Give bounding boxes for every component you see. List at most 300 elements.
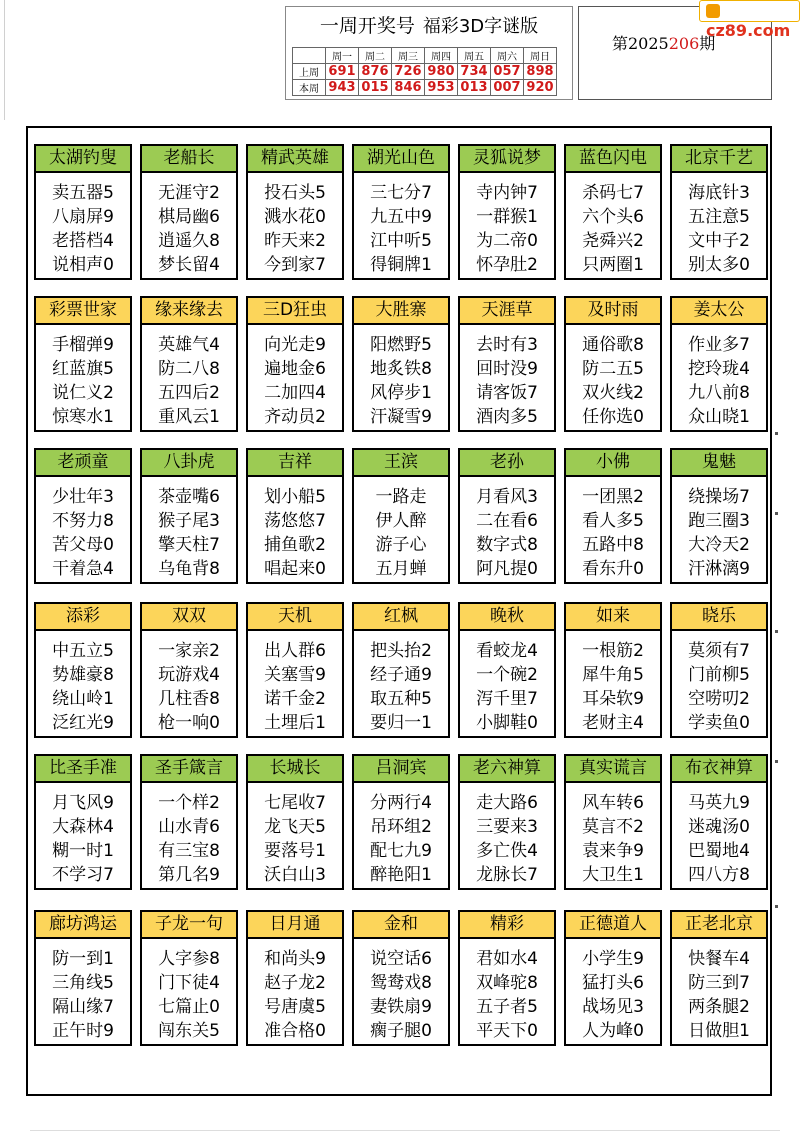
riddle-card-title: 长城长: [248, 756, 342, 783]
draw-number: 015: [359, 80, 392, 96]
riddle-line: 五注意5: [688, 207, 750, 227]
riddle-card: [670, 602, 768, 738]
riddle-card: [34, 448, 132, 584]
riddle-card: [246, 910, 344, 1046]
riddle-line: 唱起来0: [264, 559, 326, 579]
riddle-line: 请客饭7: [476, 383, 538, 403]
riddle-line: 日做胆1: [688, 1021, 750, 1041]
riddle-line: 要落号1: [264, 841, 326, 861]
riddle-line: 七尾收7: [264, 793, 326, 813]
riddle-line: 得铜牌1: [370, 255, 432, 275]
riddle-line: 英雄气4: [158, 335, 220, 355]
subtitle-text: 福彩3D字谜版: [422, 16, 539, 37]
site-logo[interactable]: [699, 0, 800, 40]
riddle-line: 耳朵软9: [582, 689, 644, 709]
riddle-card-title: 红枫: [354, 604, 448, 631]
riddle-lines: [672, 333, 766, 429]
riddle-card: [458, 602, 556, 738]
riddle-card-title: 天机: [248, 604, 342, 631]
riddle-lines: [142, 181, 236, 277]
logo-icon: [706, 4, 720, 18]
draw-number: 953: [425, 80, 458, 96]
draw-number: 943: [326, 80, 359, 96]
riddle-line: 地炙铁8: [370, 359, 432, 379]
riddle-card: [34, 754, 132, 890]
riddle-line: 泻千里7: [476, 689, 538, 709]
riddle-line: 门下徒4: [158, 973, 220, 993]
riddle-line: 号唐虞5: [264, 997, 326, 1017]
riddle-lines: [672, 181, 766, 277]
riddle-line: 人字参8: [158, 949, 220, 969]
riddle-line: 准合格0: [264, 1021, 326, 1041]
riddle-line: 说仁义2: [52, 383, 114, 403]
riddle-line: 大森林4: [52, 817, 114, 837]
draw-table: [292, 47, 557, 96]
riddle-line: 配七九9: [370, 841, 432, 861]
riddle-line: 防二五5: [582, 359, 644, 379]
riddle-card-title: 吉祥: [248, 450, 342, 477]
title-text: 一周开奖号: [319, 15, 415, 37]
riddle-line: 捕鱼歌2: [264, 535, 326, 555]
last-week-row: [293, 64, 557, 80]
riddle-line: 战场见3: [582, 997, 644, 1017]
riddle-line: 猴子尾3: [158, 511, 220, 531]
riddle-card-title: 缘来缘去: [142, 298, 236, 325]
riddle-line: 回时没9: [476, 359, 538, 379]
riddle-line: 跑三圈3: [688, 511, 750, 531]
riddle-line: 说相声0: [52, 255, 114, 275]
riddle-card-title: 晚秋: [460, 604, 554, 631]
draw-number: 876: [359, 64, 392, 80]
riddle-lines: [142, 485, 236, 581]
riddle-card-title: 添彩: [36, 604, 130, 631]
riddle-card-title: 彩票世家: [36, 298, 130, 325]
issue-highlight: 206: [668, 34, 700, 53]
riddle-card: [564, 448, 662, 584]
riddle-line: 三七分7: [370, 183, 432, 203]
riddle-card: [352, 448, 450, 584]
riddle-card: [352, 144, 450, 280]
riddle-line: 玩游戏4: [158, 665, 220, 685]
riddle-line: 取五种5: [370, 689, 432, 709]
riddle-card: [140, 602, 238, 738]
riddle-line: 不学习7: [52, 865, 114, 885]
riddle-line: 只两圈1: [582, 255, 644, 275]
day-label: 周日: [524, 48, 557, 64]
riddle-line: 关塞雪9: [264, 665, 326, 685]
riddle-line: 不努力8: [52, 511, 114, 531]
riddle-line: 大卫生1: [582, 865, 644, 885]
riddle-line: 马英九9: [688, 793, 750, 813]
riddle-line: 防三到7: [688, 973, 750, 993]
riddle-lines: [566, 791, 660, 887]
riddle-line: 苦父母0: [52, 535, 114, 555]
riddle-card-title: 老六神算: [460, 756, 554, 783]
riddle-line: 巴蜀地4: [688, 841, 750, 861]
day-header-row: [293, 48, 557, 64]
riddle-line: 阿凡提0: [476, 559, 538, 579]
riddle-line: 风停步1: [370, 383, 432, 403]
riddle-card: [246, 602, 344, 738]
riddle-line: 一家亲2: [158, 641, 220, 661]
riddle-line: 投石头5: [264, 183, 326, 203]
riddle-card-title: 比圣手准: [36, 756, 130, 783]
riddle-lines: [354, 485, 448, 581]
riddle-line: 二加四4: [264, 383, 326, 403]
riddle-line: 卖五器5: [52, 183, 114, 203]
riddle-line: 小脚鞋0: [476, 713, 538, 733]
riddle-line: 土埋后1: [264, 713, 326, 733]
riddle-card: [670, 754, 768, 890]
riddle-card-title: 正老北京: [672, 912, 766, 939]
riddle-line: 门前柳5: [688, 665, 750, 685]
riddle-card: [564, 296, 662, 432]
riddle-line: 九五中9: [370, 207, 432, 227]
riddle-lines: [354, 791, 448, 887]
riddle-line: 经子通9: [370, 665, 432, 685]
footer-line: [30, 1130, 780, 1131]
riddle-line: 数字式8: [476, 535, 538, 555]
riddle-line: 和尚头9: [264, 949, 326, 969]
riddle-card-title: 精彩: [460, 912, 554, 939]
riddle-line: 四八方8: [688, 865, 750, 885]
riddle-line: 昨天来2: [264, 231, 326, 251]
riddle-line: 三角线5: [52, 973, 114, 993]
riddle-line: 海底针3: [688, 183, 750, 203]
riddle-card: [34, 296, 132, 432]
issue-number: [612, 31, 715, 54]
riddle-line: 多亡佚4: [476, 841, 538, 861]
riddle-line: 走大路6: [476, 793, 538, 813]
riddle-lines: [460, 485, 554, 581]
riddle-card-title: 老顽童: [36, 450, 130, 477]
riddle-line: 大冷天2: [688, 535, 750, 555]
riddle-line: 七篇止0: [158, 997, 220, 1017]
day-label: 周二: [359, 48, 392, 64]
riddle-line: 瘸子腿0: [370, 1021, 432, 1041]
riddle-line: 看人多5: [582, 511, 644, 531]
riddle-line: 双火线2: [582, 383, 644, 403]
riddle-card-title: 双双: [142, 604, 236, 631]
riddle-card: [458, 754, 556, 890]
riddle-line: 五四后2: [158, 383, 220, 403]
riddle-lines: [566, 947, 660, 1043]
riddle-lines: [354, 639, 448, 735]
riddle-card: [246, 296, 344, 432]
riddle-line: 平天下0: [476, 1021, 538, 1041]
riddle-card-title: 王滨: [354, 450, 448, 477]
riddle-line: 一团黑2: [582, 487, 644, 507]
riddle-line: 莫言不2: [582, 817, 644, 837]
riddle-line: 绕山岭1: [52, 689, 114, 709]
riddle-line: 诺千金2: [264, 689, 326, 709]
riddle-lines: [354, 947, 448, 1043]
riddle-line: 茶壶嘴6: [158, 487, 220, 507]
riddle-line: 伊人醉: [375, 511, 427, 531]
riddle-line: 双峰驼8: [476, 973, 538, 993]
riddle-card: [670, 144, 768, 280]
riddle-lines: [566, 333, 660, 429]
riddle-line: 五路中8: [582, 535, 644, 555]
riddle-card-title: 正德道人: [566, 912, 660, 939]
riddle-line: 遍地金6: [264, 359, 326, 379]
riddle-card-title: 吕洞宾: [354, 756, 448, 783]
riddle-line: 犀牛角5: [582, 665, 644, 685]
riddle-lines: [142, 333, 236, 429]
riddle-line: 醉艳阳1: [370, 865, 432, 885]
riddle-line: 众山晓1: [688, 407, 750, 427]
riddle-line: 空唠叨2: [688, 689, 750, 709]
corner-cell: [293, 48, 326, 64]
riddle-lines: [248, 181, 342, 277]
riddle-card: [564, 602, 662, 738]
riddle-card: [352, 910, 450, 1046]
draw-number: 007: [491, 80, 524, 96]
draw-number: 057: [491, 64, 524, 80]
this-week-row: [293, 80, 557, 96]
riddle-card: [34, 144, 132, 280]
riddle-lines: [672, 947, 766, 1043]
riddle-line: 寺内钟7: [476, 183, 538, 203]
riddle-lines: [142, 791, 236, 887]
page-edge-line: [4, 0, 5, 120]
riddle-card-title: 大胜寨: [354, 298, 448, 325]
day-label: 周三: [392, 48, 425, 64]
riddle-card-title: 廊坊鸿运: [36, 912, 130, 939]
riddle-card-title: 金和: [354, 912, 448, 939]
riddle-line: 龙脉长7: [476, 865, 538, 885]
riddle-card: [564, 754, 662, 890]
riddle-line: 梦长留4: [158, 255, 220, 275]
riddle-card-title: 老孙: [460, 450, 554, 477]
riddle-line: 溅水花0: [264, 207, 326, 227]
riddle-line: 九八前8: [688, 383, 750, 403]
riddle-lines: [248, 639, 342, 735]
riddle-lines: [36, 639, 130, 735]
riddle-line: 月看风3: [476, 487, 538, 507]
riddle-card: [458, 910, 556, 1046]
riddle-card: [670, 296, 768, 432]
riddle-line: 逍遥久8: [158, 231, 220, 251]
riddle-line: 鸳鸯戏8: [370, 973, 432, 993]
riddle-lines: [672, 791, 766, 887]
riddle-lines: [566, 639, 660, 735]
riddle-card-title: 子龙一句: [142, 912, 236, 939]
riddle-card-title: 太湖钓叟: [36, 146, 130, 173]
riddle-card-title: 老船长: [142, 146, 236, 173]
riddle-card-title: 真实谎言: [566, 756, 660, 783]
riddle-line: 君如水4: [476, 949, 538, 969]
riddle-lines: [36, 485, 130, 581]
riddle-line: 一根筋2: [582, 641, 644, 661]
riddle-lines: [672, 639, 766, 735]
riddle-line: 擎天柱7: [158, 535, 220, 555]
riddle-line: 汗凝雪9: [370, 407, 432, 427]
riddle-line: 人为峰0: [582, 1021, 644, 1041]
riddle-card-title: 如来: [566, 604, 660, 631]
day-label: 周六: [491, 48, 524, 64]
row-label: 上周: [293, 64, 326, 80]
riddle-card: [670, 448, 768, 584]
day-label: 周五: [458, 48, 491, 64]
riddle-card-title: 天涯草: [460, 298, 554, 325]
riddle-line: 怀孕肚2: [476, 255, 538, 275]
draw-number: 691: [326, 64, 359, 80]
riddle-line: 荡悠悠7: [264, 511, 326, 531]
riddle-card: [246, 754, 344, 890]
riddle-lines: [460, 791, 554, 887]
riddle-card: [458, 144, 556, 280]
riddle-line: 老搭档4: [52, 231, 114, 251]
riddle-line: 尧舜兴2: [582, 231, 644, 251]
riddle-line: 吊环组2: [370, 817, 432, 837]
riddle-card-title: 精武英雄: [248, 146, 342, 173]
draw-number: 734: [458, 64, 491, 80]
riddle-card-title: 小佛: [566, 450, 660, 477]
riddle-line: 正午时9: [52, 1021, 114, 1041]
draw-number: 846: [392, 80, 425, 96]
margin-mark: [775, 760, 778, 763]
riddle-line: 作业多7: [688, 335, 750, 355]
riddle-line: 五子者5: [476, 997, 538, 1017]
riddle-line: 手榴弹9: [52, 335, 114, 355]
riddle-lines: [672, 485, 766, 581]
riddle-card: [564, 910, 662, 1046]
riddle-card-title: 蓝色闪电: [566, 146, 660, 173]
riddle-lines: [142, 639, 236, 735]
riddle-card: [458, 448, 556, 584]
riddle-line: 划小船5: [264, 487, 326, 507]
riddle-card-title: 及时雨: [566, 298, 660, 325]
riddle-line: 任你选0: [582, 407, 644, 427]
riddle-line: 齐动员2: [264, 407, 326, 427]
riddle-grid: [26, 126, 772, 1096]
riddle-lines: [36, 791, 130, 887]
riddle-line: 五月蝉: [375, 559, 427, 579]
riddle-line: 八扇屏9: [52, 207, 114, 227]
riddle-line: 红蓝旗5: [52, 359, 114, 379]
riddle-line: 为二帝0: [476, 231, 538, 251]
riddle-card-title: 日月通: [248, 912, 342, 939]
riddle-line: 枪一响0: [158, 713, 220, 733]
riddle-card-title: 灵狐说梦: [460, 146, 554, 173]
riddle-line: 通俗歌8: [582, 335, 644, 355]
riddle-lines: [460, 639, 554, 735]
riddle-line: 说空话6: [370, 949, 432, 969]
riddle-line: 月飞风9: [52, 793, 114, 813]
riddle-lines: [354, 181, 448, 277]
riddle-line: 文中子2: [688, 231, 750, 251]
margin-mark: [775, 432, 778, 435]
riddle-line: 一个碗2: [476, 665, 538, 685]
riddle-card-title: 圣手箴言: [142, 756, 236, 783]
riddle-card-title: 姜太公: [672, 298, 766, 325]
riddle-line: 学卖鱼0: [688, 713, 750, 733]
logo-text: cz89.com: [706, 21, 791, 40]
riddle-card: [140, 296, 238, 432]
riddle-line: 把头抬2: [370, 641, 432, 661]
riddle-line: 一路走: [375, 487, 427, 507]
riddle-line: 绕操场7: [688, 487, 750, 507]
riddle-line: 赵子龙2: [264, 973, 326, 993]
day-label: 周四: [425, 48, 458, 64]
issue-prefix: 第2025: [612, 34, 669, 53]
riddle-line: 江中听5: [370, 231, 432, 251]
riddle-card: [246, 144, 344, 280]
margin-mark: [775, 630, 778, 633]
riddle-line: 今到家7: [264, 255, 326, 275]
riddle-line: 有三宝8: [158, 841, 220, 861]
riddle-line: 隔山缘7: [52, 997, 114, 1017]
riddle-line: 二在看6: [476, 511, 538, 531]
riddle-line: 乌龟背8: [158, 559, 220, 579]
riddle-lines: [566, 181, 660, 277]
riddle-lines: [566, 485, 660, 581]
riddle-line: 老财主4: [582, 713, 644, 733]
riddle-line: 山水青6: [158, 817, 220, 837]
riddle-line: 游子心: [375, 535, 427, 555]
riddle-line: 出人群6: [264, 641, 326, 661]
riddle-card: [670, 910, 768, 1046]
riddle-line: 要归一1: [370, 713, 432, 733]
riddle-line: 六个头6: [582, 207, 644, 227]
riddle-card-title: 三D狂虫: [248, 298, 342, 325]
riddle-card-title: 晓乐: [672, 604, 766, 631]
riddle-card: [246, 448, 344, 584]
day-label: 周一: [326, 48, 359, 64]
riddle-card: [564, 144, 662, 280]
panel-title: [286, 11, 572, 38]
riddle-card-title: 鬼魅: [672, 450, 766, 477]
draw-number: 898: [524, 64, 557, 80]
riddle-line: 挖玲珑4: [688, 359, 750, 379]
riddle-card: [140, 754, 238, 890]
row-label: 本周: [293, 80, 326, 96]
riddle-line: 看东升0: [582, 559, 644, 579]
riddle-line: 汗淋漓9: [688, 559, 750, 579]
riddle-line: 一群猴1: [476, 207, 538, 227]
riddle-line: 无涯守2: [158, 183, 220, 203]
riddle-lines: [248, 791, 342, 887]
margin-mark: [775, 512, 778, 515]
riddle-line: 向光走9: [264, 335, 326, 355]
riddle-card: [352, 602, 450, 738]
riddle-card-title: 八卦虎: [142, 450, 236, 477]
riddle-line: 阳燃野5: [370, 335, 432, 355]
riddle-card: [34, 602, 132, 738]
weekly-draw-panel: [285, 6, 573, 100]
riddle-line: 干着急4: [52, 559, 114, 579]
riddle-line: 第几名9: [158, 865, 220, 885]
riddle-card-title: 湖光山色: [354, 146, 448, 173]
riddle-line: 中五立5: [52, 641, 114, 661]
riddle-line: 妻铁扇9: [370, 997, 432, 1017]
riddle-line: 莫须有7: [688, 641, 750, 661]
riddle-line: 小学生9: [582, 949, 644, 969]
draw-number: 726: [392, 64, 425, 80]
riddle-lines: [460, 181, 554, 277]
riddle-line: 看蛟龙4: [476, 641, 538, 661]
riddle-line: 杀码七7: [582, 183, 644, 203]
riddle-line: 风车转6: [582, 793, 644, 813]
riddle-lines: [36, 333, 130, 429]
riddle-card: [140, 448, 238, 584]
riddle-line: 防二八8: [158, 359, 220, 379]
riddle-line: 袁来争9: [582, 841, 644, 861]
riddle-line: 龙飞天5: [264, 817, 326, 837]
riddle-line: 棋局幽6: [158, 207, 220, 227]
riddle-line: 几柱香8: [158, 689, 220, 709]
